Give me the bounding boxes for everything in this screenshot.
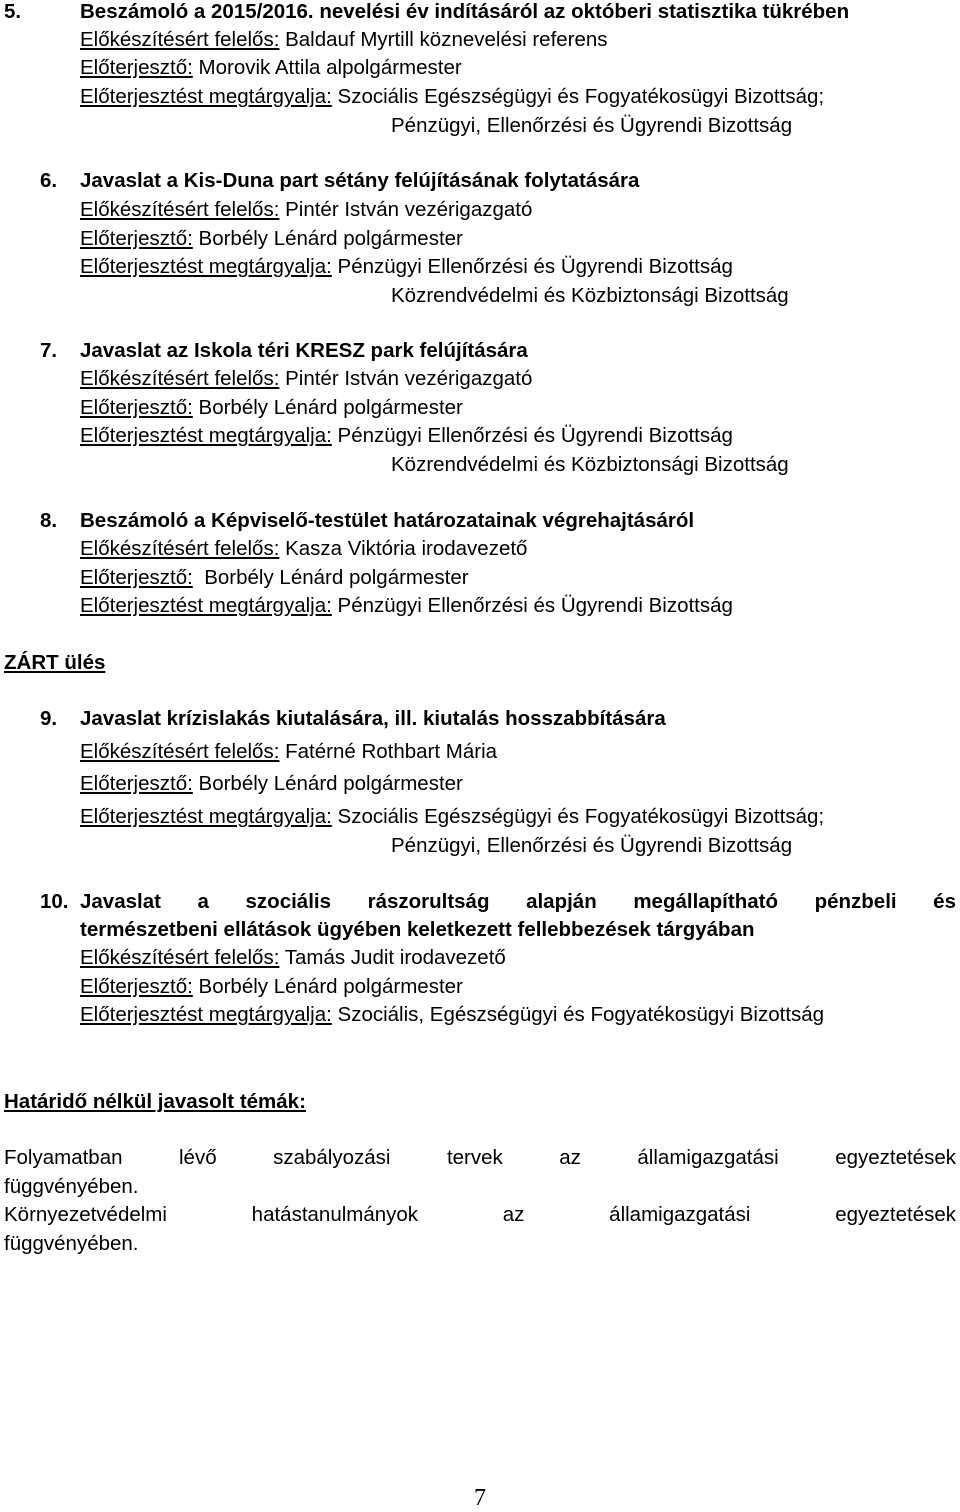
closed-session-heading: ZÁRT ülés [4,651,106,674]
prep-value: Baldauf Myrtill köznevelési referens [285,28,608,51]
prep-value: Pintér István vezérigazgató [285,367,533,390]
item-6-title: Javaslat a Kis-Duna part sétány felújításának folytatására [80,169,640,192]
prep-label: Előkészítésért felelős: [80,740,280,763]
presenter-value: Borbély Lénárd polgármester [198,772,463,795]
discussed-value: Szociális Egészségügyi és Fogyatékosügyi Bizottság; [337,805,825,828]
item-10-discussed-by [80,1003,824,1027]
presenter-label: Előterjesztő: [80,975,193,998]
item-7-number: 7. [40,339,58,362]
item-9-discussed-by [80,805,824,829]
item-9-discussed-by-2: Pénzügyi, Ellenőrzési és Ügyrendi Bizottság [391,834,793,857]
topic-1-line-1: Folyamatban lévő szabályozási tervek az államigazgatási egyeztetések [4,1146,956,1169]
item-6-number: 6. [40,169,58,192]
prep-value: Pintér István vezérigazgató [285,198,533,221]
prep-label: Előkészítésért felelős: [80,367,280,390]
item-7-discussed-by-2: Közrendvédelmi és Közbiztonsági Bizottság [391,453,789,476]
topic-1-line-2: függvényében. [4,1175,139,1198]
item-9-presenter [80,772,463,796]
presenter-label: Előterjesztő: [80,772,193,795]
item-6-discussed-by-2: Közrendvédelmi és Közbiztonsági Bizottság [391,284,789,307]
item-10-title-line-2: természetbeni ellátások ügyében keletkezett fellebbezések tárgyában [80,918,755,941]
item-10-title-line-1: Javaslat a szociális rászorultság alapján megállapítható pénzbeli és [80,890,956,913]
item-8-presenter [80,566,469,590]
item-7-presenter [80,396,463,420]
item-8-prep [80,537,527,561]
presenter-value: Borbély Lénárd polgármester [198,227,463,250]
item-6-prep [80,198,532,222]
discussed-value: Szociális, Egészségügyi és Fogyatékosügyi Bizottság [337,1003,825,1026]
prep-label: Előkészítésért felelős: [80,946,280,969]
discussed-value: Pénzügyi Ellenőrzési és Ügyrendi Bizottság [337,594,733,617]
discussed-label: Előterjesztést megtárgyalja: [80,805,332,828]
presenter-value: Morovik Attila alpolgármester [198,56,462,79]
item-5-presenter [80,56,462,80]
topic-2-line-2: függvényében. [4,1232,139,1255]
item-10-presenter [80,975,463,999]
item-5-title: Beszámoló a 2015/2016. nevelési év indításáról az októberi statisztika tükrében [80,0,850,23]
discussed-label: Előterjesztést megtárgyalja: [80,1003,332,1026]
item-6-discussed-by [80,255,733,279]
topic-2-line-1: Környezetvédelmi hatástanulmányok az államigazgatási egyeztetések [4,1203,956,1226]
discussed-value: Pénzügyi Ellenőrzési és Ügyrendi Bizottság [337,424,733,447]
item-8-discussed-by [80,594,733,618]
item-5-number: 5. [4,0,22,23]
discussed-label: Előterjesztést megtárgyalja: [80,255,332,278]
prep-value: Tamás Judit irodavezető [284,946,506,969]
prep-label: Előkészítésért felelős: [80,198,280,221]
discussed-value: Pénzügyi Ellenőrzési és Ügyrendi Bizottság [337,255,733,278]
item-5-discussed-by [80,85,824,109]
prep-value: Kasza Viktória irodavezető [285,537,528,560]
discussed-label: Előterjesztést megtárgyalja: [80,85,332,108]
item-5-prep [80,28,608,52]
item-10-prep [80,946,506,970]
item-7-discussed-by [80,424,733,448]
presenter-label: Előterjesztő: [80,227,193,250]
item-9-number: 9. [40,707,58,730]
prep-value: Fatérné Rothbart Mária [285,740,498,763]
discussed-label: Előterjesztést megtárgyalja: [80,594,332,617]
item-9-prep [80,740,497,764]
prep-label: Előkészítésért felelős: [80,537,280,560]
page-number: 7 [474,1485,486,1511]
item-8-title: Beszámoló a Képviselő-testület határozatainak végrehajtásáról [80,509,695,532]
item-8-number: 8. [40,509,58,532]
presenter-label: Előterjesztő: [80,396,193,419]
discussed-value: Szociális Egészségügyi és Fogyatékosügyi Bizottság; [337,85,825,108]
presenter-value: Borbély Lénárd polgármester [198,975,463,998]
prep-label: Előkészítésért felelős: [80,28,280,51]
presenter-value: Borbély Lénárd polgármester [198,396,463,419]
presenter-label: Előterjesztő: [80,566,193,589]
item-5-discussed-by-2: Pénzügyi, Ellenőrzési és Ügyrendi Bizottság [391,114,793,137]
item-6-presenter [80,227,463,251]
item-7-prep [80,367,532,391]
item-9-title: Javaslat krízislakás kiutalására, ill. kiutalás hosszabbítására [80,707,666,730]
item-7-title: Javaslat az Iskola téri KRESZ park felújítására [80,339,528,362]
discussed-label: Előterjesztést megtárgyalja: [80,424,332,447]
presenter-value: Borbély Lénárd polgármester [204,566,469,589]
item-10-number: 10. [40,890,69,913]
no-deadline-heading: Határidő nélkül javasolt témák: [4,1090,306,1113]
presenter-label: Előterjesztő: [80,56,193,79]
